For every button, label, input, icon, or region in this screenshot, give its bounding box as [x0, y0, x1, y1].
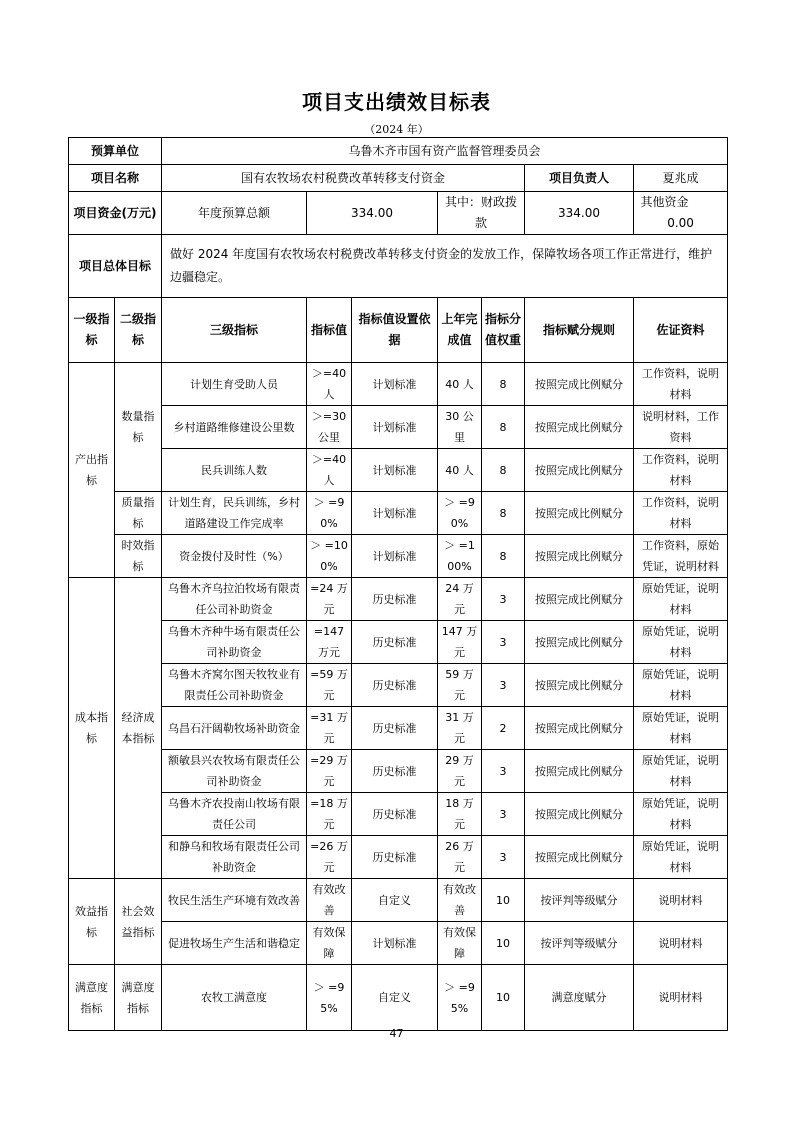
- indicator-weight: 8: [482, 535, 525, 578]
- indicator-evidence: 原始凭证，说明材料: [634, 621, 728, 664]
- header-rule: 指标赋分规则: [525, 298, 634, 363]
- page-title: 项目支出绩效目标表: [302, 90, 491, 114]
- budget-unit-label: 预算单位: [69, 138, 162, 165]
- indicator-rule: 按照完成比例赋分: [525, 406, 634, 449]
- indicator-last-year: 40 人: [438, 363, 482, 406]
- indicator-last-year: 24 万元: [438, 578, 482, 621]
- project-name-label: 项目名称: [69, 165, 162, 192]
- indicator-value: =18 万元: [307, 793, 352, 836]
- indicator-basis: 计划标准: [352, 449, 438, 492]
- indicator-basis: 计划标准: [352, 535, 438, 578]
- indicator-evidence: 原始凭证，说明材料: [634, 836, 728, 879]
- group-cost: 成本指标: [69, 578, 115, 879]
- indicator-weight: 8: [482, 449, 525, 492]
- indicator-basis: 历史标准: [352, 621, 438, 664]
- indicator-last-year: ＞ =95%: [438, 965, 482, 1031]
- indicator-last-year: 29 万元: [438, 750, 482, 793]
- indicator-value: =147万元: [307, 621, 352, 664]
- indicator-name: 资金拨付及时性（%）: [162, 535, 307, 578]
- indicator-evidence: 原始凭证，说明材料: [634, 750, 728, 793]
- indicator-last-year: ＞ =90%: [438, 492, 482, 535]
- indicator-evidence: 工作资料，说明材料: [634, 492, 728, 535]
- indicator-evidence: 原始凭证，说明材料: [634, 578, 728, 621]
- indicator-basis: 历史标准: [352, 707, 438, 750]
- header-level1: 一级指标: [69, 298, 115, 363]
- annual-total-label: 年度预算总额: [162, 192, 307, 235]
- indicator-name: 计划生育，民兵训练，乡村道路建设工作完成率: [162, 492, 307, 535]
- table-row: [69, 750, 728, 793]
- indicator-weight: 2: [482, 707, 525, 750]
- indicator-basis: 计划标准: [352, 922, 438, 965]
- indicator-name: 乌昌石汗阔勒牧场补助资金: [162, 707, 307, 750]
- header-value: 指标值: [307, 298, 352, 363]
- indicator-weight: 8: [482, 406, 525, 449]
- indicator-evidence: 说明材料，工作资料: [634, 406, 728, 449]
- indicator-rule: 按照完成比例赋分: [525, 449, 634, 492]
- indicator-rule: 按照完成比例赋分: [525, 535, 634, 578]
- indicator-basis: 计划标准: [352, 406, 438, 449]
- project-name-value: 国有农牧场农村税费改革转移支付资金: [162, 165, 525, 192]
- indicator-weight: 3: [482, 621, 525, 664]
- table-row: [69, 793, 728, 836]
- indicator-weight: 3: [482, 578, 525, 621]
- funds-label: 项目资金(万元): [69, 192, 162, 235]
- indicator-value: ＞=40人: [307, 363, 352, 406]
- table-row: [69, 836, 728, 879]
- table-row: [69, 535, 728, 578]
- header-level2: 二级指标: [115, 298, 162, 363]
- indicator-value: ＞=30公里: [307, 406, 352, 449]
- indicator-last-year: 59 万元: [438, 664, 482, 707]
- table-row: [69, 965, 728, 1031]
- indicator-basis: 历史标准: [352, 750, 438, 793]
- indicator-evidence: 原始凭证，说明材料: [634, 793, 728, 836]
- table-row: [69, 449, 728, 492]
- table-row: [69, 406, 728, 449]
- fiscal-value: 334.00: [525, 192, 634, 235]
- indicator-name: 农牧工满意度: [162, 965, 307, 1031]
- indicator-evidence: 原始凭证，说明材料: [634, 707, 728, 750]
- indicator-basis: 历史标准: [352, 793, 438, 836]
- indicator-name: 乡村道路维修建设公里数: [162, 406, 307, 449]
- header-last-year: 上年完成值: [438, 298, 482, 363]
- indicator-evidence: 工作资料，原始凭证，说明材料: [634, 535, 728, 578]
- indicator-last-year: 31 万元: [438, 707, 482, 750]
- indicator-basis: 历史标准: [352, 578, 438, 621]
- header-basis: 指标值设置依据: [352, 298, 438, 363]
- performance-table: [68, 137, 728, 1031]
- indicator-basis: 自定义: [352, 879, 438, 922]
- indicator-name: 乌鲁木齐种牛场有限责任公司补助资金: [162, 621, 307, 664]
- indicator-rule: 按照完成比例赋分: [525, 793, 634, 836]
- page-number: 47: [389, 1027, 404, 1040]
- group-quality: 质量指标: [115, 492, 162, 535]
- group-social: 社会效益指标: [115, 879, 162, 965]
- other-funds-value: 0.00: [667, 216, 694, 230]
- indicator-weight: 10: [482, 879, 525, 922]
- indicator-value: =26 万元: [307, 836, 352, 879]
- indicator-evidence: 说明材料: [634, 922, 728, 965]
- group-output: 产出指标: [69, 363, 115, 578]
- other-funds-label: 其他资金: [640, 195, 689, 209]
- indicator-last-year: 18 万元: [438, 793, 482, 836]
- indicator-name: 乌鲁木齐乌拉泊牧场有限责任公司补助资金: [162, 578, 307, 621]
- indicator-rule: 按照完成比例赋分: [525, 621, 634, 664]
- group-benefit: 效益指标: [69, 879, 115, 965]
- indicator-name: 和静乌和牧场有限责任公司补助资金: [162, 836, 307, 879]
- indicator-weight: 10: [482, 965, 525, 1031]
- table-row: [69, 621, 728, 664]
- indicator-basis: 历史标准: [352, 664, 438, 707]
- other-funds-cell: [634, 192, 728, 235]
- indicator-weight: 3: [482, 793, 525, 836]
- indicator-weight: 3: [482, 664, 525, 707]
- indicator-evidence: 工作资料，说明材料: [634, 449, 728, 492]
- table-row: [69, 363, 728, 406]
- indicator-rule: 按照完成比例赋分: [525, 492, 634, 535]
- table-row: [69, 707, 728, 750]
- indicator-value: =29 万元: [307, 750, 352, 793]
- owner-label: 项目负责人: [525, 165, 634, 192]
- indicator-rule: 按照完成比例赋分: [525, 664, 634, 707]
- indicator-rule: 按照完成比例赋分: [525, 750, 634, 793]
- indicator-value: ＞=40人: [307, 449, 352, 492]
- indicator-last-year: 有效改善: [438, 879, 482, 922]
- indicator-name: 促进牧场生产生活和谐稳定: [162, 922, 307, 965]
- indicator-evidence: 原始凭证，说明材料: [634, 664, 728, 707]
- indicator-value: =59 万元: [307, 664, 352, 707]
- indicator-weight: 8: [482, 492, 525, 535]
- owner-value: 夏兆成: [634, 165, 728, 192]
- indicator-value: =31 万元: [307, 707, 352, 750]
- indicator-rule: 按照完成比例赋分: [525, 836, 634, 879]
- indicator-last-year: 有效保障: [438, 922, 482, 965]
- header-level3: 三级指标: [162, 298, 307, 363]
- indicator-name: 乌鲁木齐窝尔图天牧牧业有限责任公司补助资金: [162, 664, 307, 707]
- indicator-name: 乌鲁木齐农投南山牧场有限责任公司: [162, 793, 307, 836]
- table-row: [69, 664, 728, 707]
- indicator-name: 计划生育受助人员: [162, 363, 307, 406]
- header-weight: 指标分值权重: [482, 298, 525, 363]
- indicator-last-year: 26 万元: [438, 836, 482, 879]
- indicator-value: =24 万元: [307, 578, 352, 621]
- goal-value: 做好 2024 年度国有农牧场农村税费改革转移支付资金的发放工作，保障牧场各项工作正常进行，维护边疆稳定。: [162, 235, 728, 298]
- indicator-basis: 计划标准: [352, 492, 438, 535]
- group-quantity: 数量指标: [115, 363, 162, 492]
- goal-label: 项目总体目标: [69, 235, 162, 298]
- table-row: [69, 492, 728, 535]
- indicator-value: ＞ =95%: [307, 965, 352, 1031]
- indicator-value: 有效改善: [307, 879, 352, 922]
- year-label: （2024 年）: [364, 123, 429, 136]
- indicator-last-year: 40 人: [438, 449, 482, 492]
- indicator-weight: 8: [482, 363, 525, 406]
- group-satisfaction: 满意度指标: [69, 965, 115, 1031]
- indicator-name: 民兵训练人数: [162, 449, 307, 492]
- indicator-rule: 按评判等级赋分: [525, 922, 634, 965]
- indicator-weight: 3: [482, 750, 525, 793]
- indicator-rule: 满意度赋分: [525, 965, 634, 1031]
- table-row: [69, 879, 728, 922]
- indicator-last-year: ＞ =100%: [438, 535, 482, 578]
- header-evidence: 佐证资料: [634, 298, 728, 363]
- table-row: [69, 578, 728, 621]
- group-economic: 经济成本指标: [115, 578, 162, 879]
- indicator-weight: 3: [482, 836, 525, 879]
- indicator-rule: 按评判等级赋分: [525, 879, 634, 922]
- table-row: [69, 922, 728, 965]
- indicator-evidence: 说明材料: [634, 965, 728, 1031]
- indicator-weight: 10: [482, 922, 525, 965]
- group-satisfaction-sub: 满意度指标: [115, 965, 162, 1031]
- indicator-value: 有效保障: [307, 922, 352, 965]
- indicator-basis: 计划标准: [352, 363, 438, 406]
- indicator-evidence: 说明材料: [634, 879, 728, 922]
- budget-unit-value: 乌鲁木齐市国有资产监督管理委员会: [162, 138, 728, 165]
- indicator-name: 额敏县兴农牧场有限责任公司补助资金: [162, 750, 307, 793]
- indicator-value: ＞ =90%: [307, 492, 352, 535]
- indicator-rule: 按照完成比例赋分: [525, 578, 634, 621]
- annual-total-value: 334.00: [307, 192, 438, 235]
- indicator-basis: 自定义: [352, 965, 438, 1031]
- indicator-rule: 按照完成比例赋分: [525, 707, 634, 750]
- indicator-basis: 历史标准: [352, 836, 438, 879]
- indicator-last-year: 147 万元: [438, 621, 482, 664]
- indicator-evidence: 工作资料，说明材料: [634, 363, 728, 406]
- indicator-value: ＞ =100%: [307, 535, 352, 578]
- indicator-name: 牧民生活生产环境有效改善: [162, 879, 307, 922]
- indicator-last-year: 30 公里: [438, 406, 482, 449]
- fiscal-label: 其中：财政拨款: [438, 192, 525, 235]
- indicator-rule: 按照完成比例赋分: [525, 363, 634, 406]
- group-timeliness: 时效指标: [115, 535, 162, 578]
